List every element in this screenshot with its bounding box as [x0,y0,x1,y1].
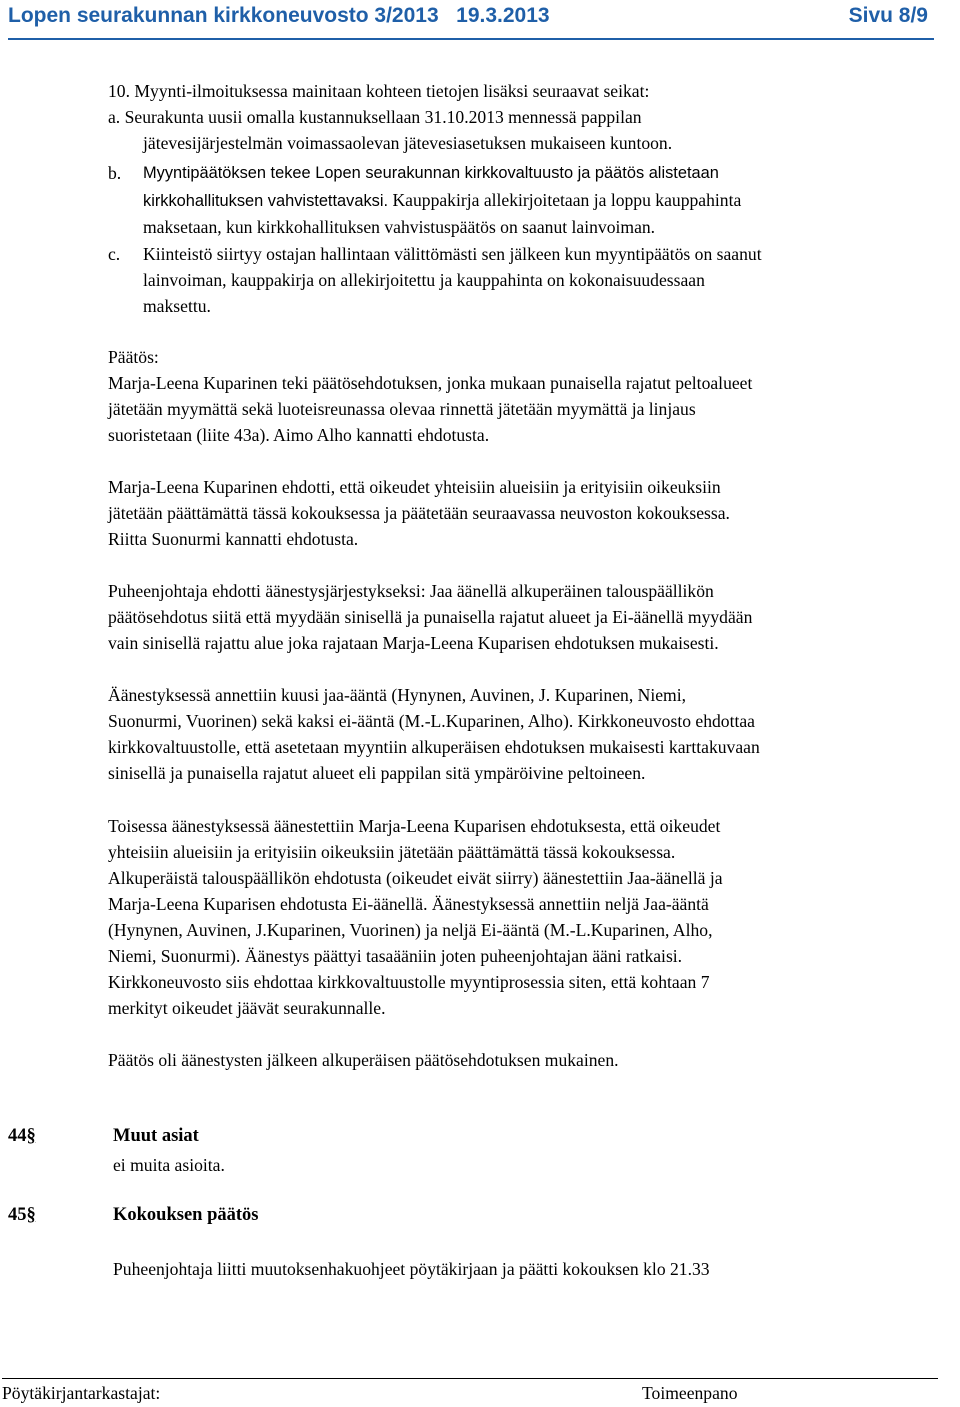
decision-p5-line: Alkuperäistä talouspäällikön ehdotusta (oikeudet eivät siirry) äänestettiin Jaa-äänellä ja [108,868,723,888]
decision-p2-line: jätetään päättämättä tässä kokouksessa ja päätetään seuraavassa neuvoston kokouksessa. [108,503,730,523]
decision-heading: Päätös: [108,347,159,367]
header-page-number: Sivu 8/9 [848,4,928,27]
item10-b-line3: maksetaan, kun kirkkohallituksen vahvistuspäätös on saanut lainvoiman. [143,217,656,237]
item10-a-line2: jätevesijärjestelmän voimassaolevan jätevesiasetuksen mukaiseen kuntoon. [143,133,673,153]
decision-p3-line: vain sinisellä rajattu alue joka rajataan Marja-Leena Kuparisen ehdotuksen mukaisesti. [108,633,719,653]
section44-number-text: 44 [8,1126,27,1146]
decision-p5-line: Kirkkoneuvosto siis ehdottaa kirkkovaltuustolle myyntiprosessia siten, että kohtaan 7 [108,972,710,992]
item10-c-line2: lainvoiman, kauppakirja on allekirjoitettu ja kauppahinta on kokonaisuudessaan [143,270,705,290]
decision-p5-line: merkityt oikeudet jäävät seurakunnalle. [108,998,386,1018]
item10-b-line1: Myyntipäätöksen tekee Lopen seurakunnan kirkkovaltuusto ja päätös alistetaan [143,164,719,182]
section45-sign: § [26,1205,36,1225]
decision-p1-line: jätetään myymättä sekä luoteisreunassa olevaa rinnettä jätetään myymättä ja linjaus [108,399,696,419]
decision-p5-line: Toisessa äänestyksessä äänestettiin Marja-Leena Kuparisen ehdotuksesta, että oikeudet [108,816,721,836]
decision-p6: Päätös oli äänestysten jälkeen alkuperäisen päätösehdotuksen mukainen. [108,1050,619,1070]
decision-p3-line: Puheenjohtaja ehdotti äänestysjärjestykseksi: Jaa äänellä alkuperäinen talouspäällikön [108,581,714,601]
item10-c-label: c. [108,244,121,264]
item10-b-line2 [143,187,741,214]
footer-inspectors: Pöytäkirjantarkastajat: [2,1383,161,1403]
section45-body: Puheenjohtaja liitti muutoksenhakuohjeet pöytäkirjaan ja päätti kokouksen klo 21.33 [113,1259,710,1279]
section44-sign: § [26,1126,36,1146]
decision-p2-line: Riitta Suonurmi kannatti ehdotusta. [108,529,359,549]
section45-title: Kokouksen päätös [113,1205,259,1225]
item10-c-line1: Kiinteistö siirtyy ostajan hallintaan välittömästi sen jälkeen kun myyntipäätös on saanut [143,244,762,264]
item10-b-line2-serif: Kauppakirja allekirjoitetaan ja loppu kauppahinta [388,190,742,210]
item10-b-line2-sans: kirkkohallituksen vahvistettavaksi. [143,192,389,210]
decision-p5-line: yhteisiin alueisiin ja erityisiin oikeuksiin jätetään päättämättä tässä kokouksessa. [108,842,676,862]
decision-p3-line: päätösehdotus siitä että myydään sinisellä ja punaisella rajatut alueet ja Ei-äänellä myydään [108,607,753,627]
item10-intro: 10. Myynti-ilmoituksessa mainitaan kohteen tietojen lisäksi seuraavat seikat: [108,81,650,101]
section44-title: Muut asiat [113,1126,199,1146]
section44-number [8,1126,36,1147]
decision-p5-line: (Hynynen, Auvinen, J.Kuparinen, Vuorinen) ja neljä Ei-ääntä (M.-L.Kuparinen, Alho, [108,920,713,940]
decision-p1-line: suoristetaan (liite 43a). Aimo Alho kannatti ehdotusta. [108,425,490,445]
decision-p5-line: Niemi, Suonurmi). Äänestys päättyi tasaääniin joten puheenjohtajan ääni ratkaisi. [108,946,683,966]
decision-p1-line: Marja-Leena Kuparinen teki päätösehdotuksen, jonka mukaan punaisella rajatut peltoalueet [108,373,753,393]
decision-p4-line: sinisellä ja punaisella rajatut alueet eli pappilan sitä ympäröivine peltoineen. [108,763,646,783]
section45-number [8,1205,36,1226]
item10-a-line1: a. Seurakunta uusii omalla kustannuksellaan 31.10.2013 mennessä pappilan [108,107,642,127]
decision-p4-line: kirkkovaltuustolle, että asetetaan myyntiin alkuperäisen ehdotuksen mukaisesti karttakuvaan [108,737,760,757]
header-divider [8,38,934,40]
footer-enforcement: Toimeenpano [642,1383,738,1403]
item10-c-line3: maksettu. [143,296,211,316]
section44-body: ei muita asioita. [113,1155,225,1175]
header-title: Lopen seurakunnan kirkkoneuvosto 3/2013 19.3.2013 [8,4,550,27]
decision-p2-line: Marja-Leena Kuparinen ehdotti, että oikeudet yhteisiin alueisiin ja erityisiin oikeuksiin [108,477,721,497]
decision-p4-line: Äänestyksessä annettiin kuusi jaa-ääntä (Hynynen, Auvinen, J. Kuparinen, Niemi, [108,685,687,705]
section45-number-text: 45 [8,1205,27,1225]
item10-b-label: b. [108,163,122,183]
decision-p5-line: Marja-Leena Kuparisen ehdotusta Ei-äänellä. Äänestyksessä annettiin neljä Jaa-ääntä [108,894,709,914]
page-header [8,2,928,36]
decision-p4-line: Suonurmi, Vuorinen) sekä kaksi ei-ääntä (M.-L.Kuparinen, Alho). Kirkkoneuvosto ehdottaa [108,711,755,731]
footer-divider [2,1378,938,1379]
